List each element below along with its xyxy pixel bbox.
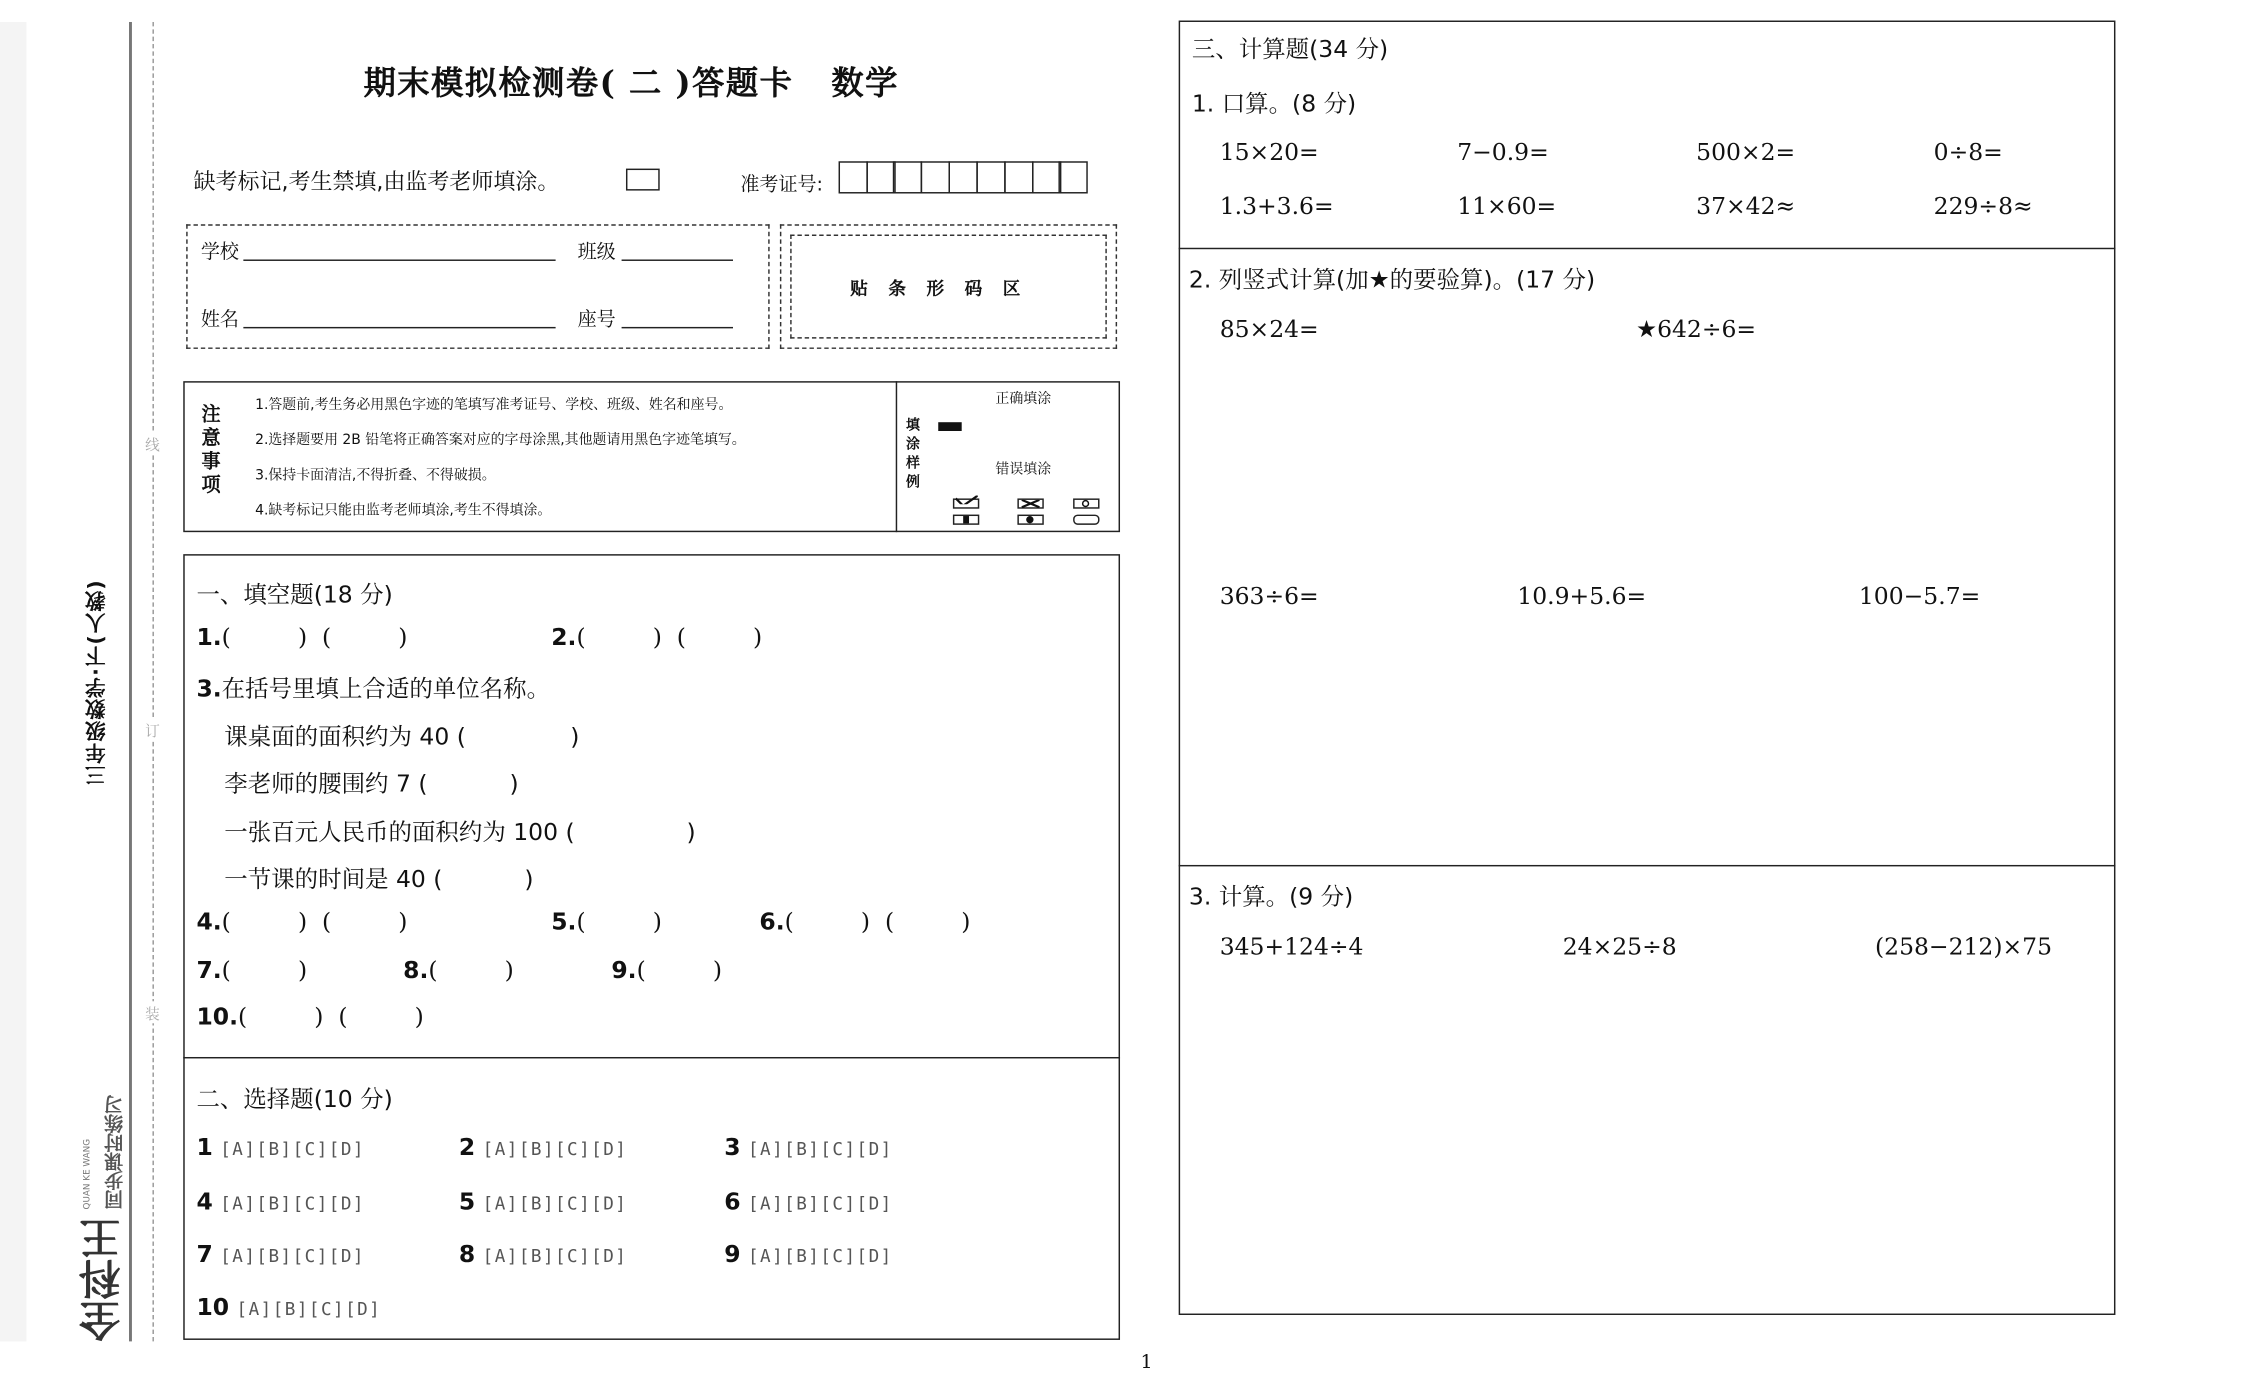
seat-label: 座号 — [577, 309, 616, 332]
question-text: 在括号里填上合适的单位名称。 — [221, 674, 551, 703]
exam-number-digit[interactable] — [1031, 161, 1060, 193]
notice-item: 2.选择题要用 2B 铅笔将正确答案对应的字母涂黑,其他题请用黑色字迹笔填写。 — [255, 432, 746, 449]
mcq-options[interactable]: [A][B][C][D] — [236, 1298, 382, 1320]
margin-shade — [0, 22, 26, 1341]
absent-mark-checkbox[interactable] — [626, 169, 660, 191]
question-number: 4 — [196, 1187, 213, 1216]
notice-heading: 注意事项 — [201, 404, 221, 497]
answer-blank[interactable]: 一张百元人民币的面积约为 100 ( ) — [224, 818, 696, 846]
barcode-label: 贴条形码区 — [850, 278, 1041, 300]
mcq-options[interactable]: [A][B][C][D] — [748, 1139, 893, 1160]
fill-question — [196, 956, 307, 984]
binding-cut-line — [152, 22, 153, 1341]
exam-number-digit[interactable] — [949, 161, 978, 193]
fill-question — [551, 907, 662, 935]
name-label: 姓名 — [200, 309, 239, 332]
section-title: 二、选择题(10 分) — [196, 1084, 393, 1113]
vertical-calc-item[interactable]: 100−5.7= — [1858, 582, 1981, 610]
binding-mark-line: 线 — [142, 432, 163, 454]
oral-calc-item[interactable]: 0÷8= — [1933, 137, 2003, 166]
answer-blank[interactable]: 李老师的腰围约 7 ( ) — [224, 769, 519, 798]
wrong-circle-mark — [1073, 498, 1099, 508]
seat-field[interactable] — [622, 306, 733, 328]
question-number: 10 — [196, 1293, 230, 1321]
answer-blank[interactable]: ( ) ( ) — [221, 907, 408, 936]
correct-fill-label: 正确填涂 — [995, 391, 1052, 408]
question-number: 7 — [196, 1240, 213, 1269]
wrong-check-mark — [953, 498, 979, 508]
question-number: 8 — [458, 1240, 476, 1269]
notice-item: 4.缺考标记只能由监考老师填涂,考生不得填涂。 — [255, 502, 552, 519]
fill-question — [403, 956, 514, 984]
correct-fill-mark — [938, 422, 961, 431]
oral-calc-item[interactable]: 11×60= — [1457, 192, 1557, 220]
subsection-title: 3. 计算。(9 分) — [1188, 882, 1354, 911]
vertical-calc-item[interactable]: ★642÷6= — [1636, 315, 1757, 344]
answer-blank[interactable]: 课桌面的面积约为 40 ( ) — [224, 722, 580, 751]
name-field[interactable] — [243, 306, 555, 328]
exam-number-digit[interactable] — [838, 161, 867, 193]
oral-calc-item[interactable]: 37×42≈ — [1696, 192, 1796, 220]
mcq-options[interactable]: [A][B][C][D] — [482, 1246, 628, 1267]
notice-item: 3.保持卡面清洁,不得折叠、不得破损。 — [255, 467, 496, 484]
class-label: 班级 — [577, 241, 616, 264]
question-number: 4. — [196, 907, 222, 936]
question-number: 2 — [458, 1133, 476, 1162]
section-divider — [1179, 248, 2116, 250]
page-number: 1 — [1140, 1351, 1153, 1374]
mcq-row[interactable] — [459, 1240, 627, 1268]
exam-number-boxes[interactable] — [840, 161, 1088, 193]
question-number: 1. — [196, 623, 222, 651]
mcq-row[interactable] — [196, 1187, 364, 1215]
answer-blank[interactable]: ( ) ( ) — [576, 623, 763, 651]
question-number: 6. — [759, 907, 785, 936]
question-number: 2. — [551, 623, 577, 651]
fill-question — [196, 1003, 423, 1031]
vertical-calc-item[interactable]: 363÷6= — [1219, 582, 1319, 610]
answer-blank[interactable]: 一节课的时间是 40 ( ) — [224, 864, 534, 893]
answer-blank[interactable]: ( ) — [576, 907, 662, 936]
section-divider — [1179, 865, 2116, 867]
mcq-options[interactable]: [A][B][C][D] — [482, 1193, 628, 1214]
vertical-calc-item[interactable]: 85×24= — [1219, 315, 1319, 344]
school-field[interactable] — [243, 239, 555, 261]
question-number: 5 — [458, 1187, 476, 1216]
exam-number-digit[interactable] — [1004, 161, 1033, 193]
exam-number-label: 准考证号: — [740, 174, 823, 197]
answer-blank[interactable]: ( ) ( ) — [237, 1002, 424, 1031]
fill-question — [196, 623, 407, 651]
wrong-fill-label: 错误填涂 — [995, 461, 1052, 478]
question-number: 5. — [551, 907, 577, 936]
mcq-options[interactable]: [A][B][C][D] — [220, 1246, 365, 1267]
oral-calc-item[interactable]: 15×20= — [1219, 137, 1319, 166]
mixed-calc-item[interactable]: (258−212)×75 — [1875, 932, 2053, 961]
mcq-options[interactable]: [A][B][C][D] — [748, 1246, 893, 1267]
binding-mark-bind: 装 — [142, 1001, 163, 1023]
class-field[interactable] — [622, 239, 733, 261]
fill-question — [759, 907, 970, 935]
mcq-options[interactable]: [A][B][C][D] — [220, 1139, 365, 1160]
school-label: 学校 — [200, 241, 239, 264]
mcq-row[interactable] — [459, 1187, 627, 1215]
fill-question — [196, 670, 550, 704]
oral-calc-item[interactable]: 500×2= — [1696, 137, 1796, 166]
question-number: 10. — [196, 1002, 238, 1031]
mixed-calc-item[interactable]: 24×25÷8 — [1562, 932, 1677, 961]
section-title: 一、填空题(18 分) — [196, 580, 393, 609]
logo-subtitle: 同步课时练习 — [105, 1095, 128, 1210]
exam-number-digit[interactable] — [976, 161, 1005, 193]
wrong-oval-mark — [1073, 515, 1099, 525]
mcq-row[interactable] — [724, 1240, 892, 1268]
question-number: 9. — [611, 955, 637, 984]
binding-mark-staple: 订 — [142, 718, 163, 740]
mcq-options[interactable]: [A][B][C][D] — [220, 1193, 365, 1214]
fill-question — [611, 956, 722, 984]
vertical-calc-item[interactable]: 10.9+5.6= — [1517, 582, 1647, 610]
question-number: 8. — [403, 955, 429, 984]
oral-calc-item[interactable]: 1.3+3.6= — [1219, 192, 1334, 220]
exam-number-digit[interactable] — [921, 161, 950, 193]
logo-english: QUAN KE WANG — [82, 1138, 93, 1210]
exam-number-digit[interactable] — [866, 161, 895, 193]
wrong-partial-mark — [953, 515, 979, 525]
mcq-row[interactable] — [196, 1293, 381, 1321]
grade-subject-label: 三年级数学·下(人教) — [85, 578, 109, 786]
question-number: 7. — [196, 955, 222, 984]
question-number: 3 — [724, 1133, 741, 1162]
mcq-row[interactable] — [196, 1240, 364, 1268]
section-divider — [183, 1057, 1120, 1059]
wrong-cross-mark — [1017, 498, 1043, 508]
absent-mark-text: 缺考标记,考生禁填,由监考老师填涂。 — [193, 168, 560, 195]
exam-number-digit[interactable] — [893, 161, 922, 193]
mcq-row[interactable] — [196, 1133, 364, 1161]
page-title: 期末模拟检测卷( 二 )答题卡 数学 — [363, 64, 899, 103]
fill-example-label: 填涂样例 — [905, 417, 920, 492]
wrong-dot-mark — [1017, 515, 1043, 525]
subsection-title: 2. 列竖式计算(加★的要验算)。(17 分) — [1188, 265, 1596, 294]
mcq-options[interactable]: [A][B][C][D] — [748, 1193, 893, 1214]
mcq-row[interactable] — [724, 1187, 892, 1215]
mcq-row[interactable] — [724, 1133, 892, 1161]
subsection-title: 1. 口算。(8 分) — [1191, 89, 1357, 118]
mcq-row[interactable] — [459, 1133, 627, 1161]
notice-item: 1.答题前,考生务必用黑色字迹的笔填写准考证号、学校、班级、姓名和座号。 — [255, 397, 733, 414]
answer-blank[interactable]: ( ) — [428, 955, 514, 984]
fill-question — [551, 623, 762, 651]
mixed-calc-item[interactable]: 345+124÷4 — [1219, 932, 1364, 961]
mcq-options[interactable]: [A][B][C][D] — [482, 1139, 628, 1160]
answer-blank[interactable]: ( ) ( ) — [784, 907, 971, 936]
oral-calc-item[interactable]: 229÷8≈ — [1933, 192, 2033, 220]
question-number: 9 — [724, 1240, 741, 1269]
answer-blank[interactable]: ( ) — [636, 955, 722, 984]
question-number: 3. — [196, 674, 222, 703]
exam-number-digit[interactable] — [1059, 161, 1088, 193]
publisher-logo — [73, 1070, 132, 1341]
oral-calc-item[interactable]: 7−0.9= — [1457, 137, 1549, 166]
notice-divider — [896, 381, 898, 532]
answer-blank[interactable]: ( ) — [221, 955, 308, 984]
answer-blank[interactable]: ( ) ( ) — [221, 623, 408, 651]
fill-question — [196, 907, 407, 935]
question-number: 1 — [196, 1133, 213, 1162]
section-title: 三、计算题(34 分) — [1191, 35, 1389, 64]
logo-main: 全科王 — [77, 1218, 127, 1342]
question-number: 6 — [724, 1187, 741, 1216]
